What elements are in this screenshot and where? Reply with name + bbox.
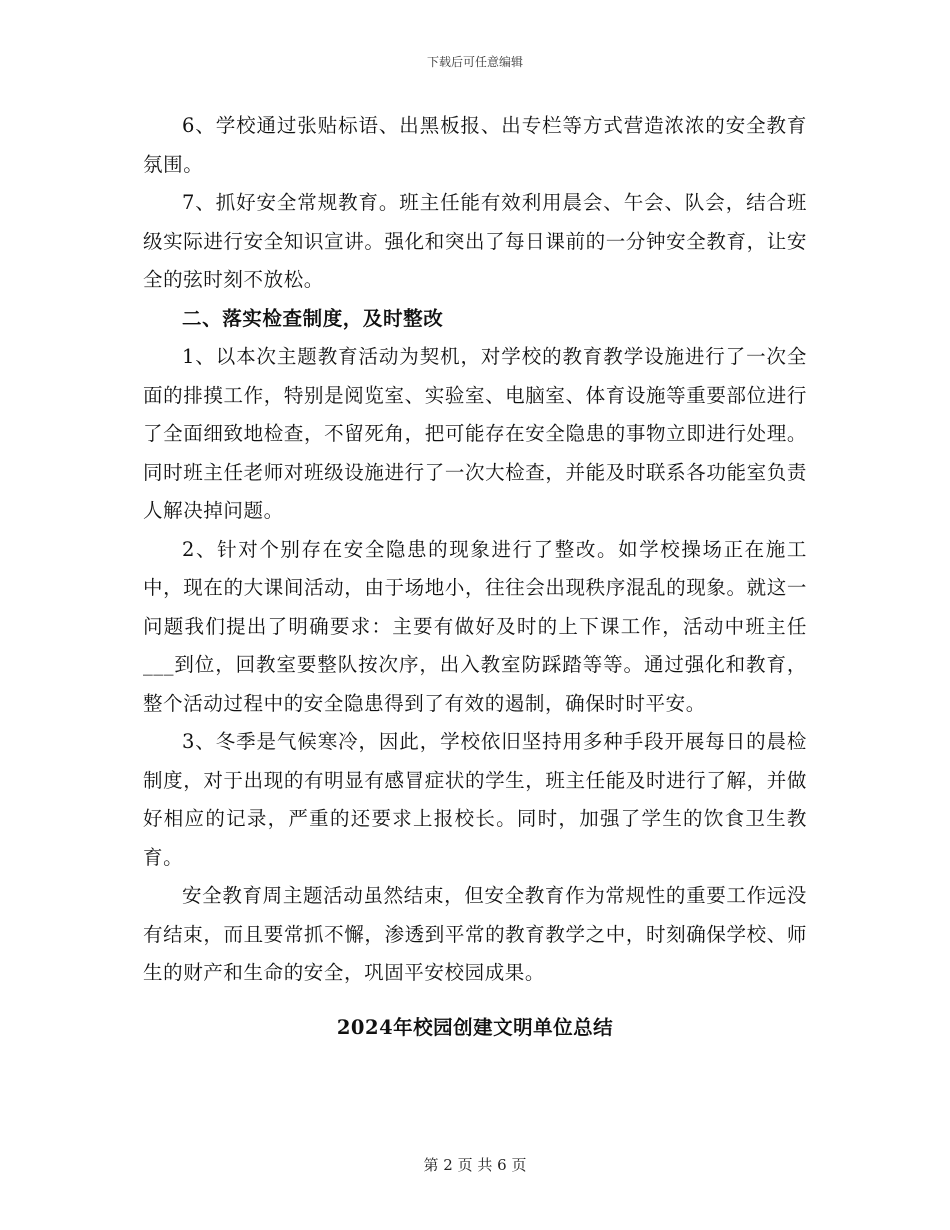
page-header-note: 下载后可任意编辑 [426, 55, 523, 69]
paragraph-item-6: 6、学校通过张贴标语、出黑板报、出专栏等方式营造浓浓的安全教育氛围。 [143, 114, 807, 176]
paragraph-item-3: 3、冬季是气候寒冷，因此，学校依旧坚持用多种手段开展每日的晨检制度，对于出现的有明显有感冒症状的学生，班主任能及时进行了解，并做好相应的记录，严重的还要求上报校长。同时，加强了学生的饮食卫生教育。 [143, 730, 807, 869]
paragraph-item-7: 7、抓好安全常规教育。班主任能有效利用晨会、午会、队会，结合班级实际进行安全知识宣讲。强化和突出了每日课前的一分钟安全教育，让安全的弦时刻不放松。 [143, 191, 807, 291]
next-document-title: 2024年校园创建文明单位总结 [336, 1016, 614, 1039]
paragraph-item-2: 2、针对个别存在安全隐患的现象进行了整改。如学校操场正在施工中，现在的大课间活动，由于场地小，往往会出现秩序混乱的现象。就这一问题我们提出了明确要求：主要有做好及时的上下课工作，活动中班主任___到位，回教室要整队按次序，出入教室防踩踏等等。通过强化和教育，整个活动过程中的安全隐患得到了有效的遏制，确保时时平安。 [143, 537, 807, 715]
page-number: 第 2 页 共 6 页 [423, 1156, 527, 1174]
document-body [143, 107, 807, 993]
section-heading: 二、落实检查制度，及时整改 [182, 306, 444, 330]
closing-paragraph: 安全教育周主题活动虽然结束，但安全教育作为常规性的重要工作远没有结束，而且要常抓不懈，渗透到平常的教育教学之中，时刻确保学校、师生的财产和生命的安全，巩固平安校园成果。 [143, 884, 807, 984]
paragraph-item-1: 1、以本次主题教育活动为契机，对学校的教育教学设施进行了一次全面的排摸工作，特别是阅览室、实验室、电脑室、体育设施等重要部位进行了全面细致地检查，不留死角，把可能存在安全隐患的事物立即进行处理。同时班主任老师对班级设施进行了一次大检查，并能及时联系各功能室负责人解决掉问题。 [143, 345, 807, 522]
